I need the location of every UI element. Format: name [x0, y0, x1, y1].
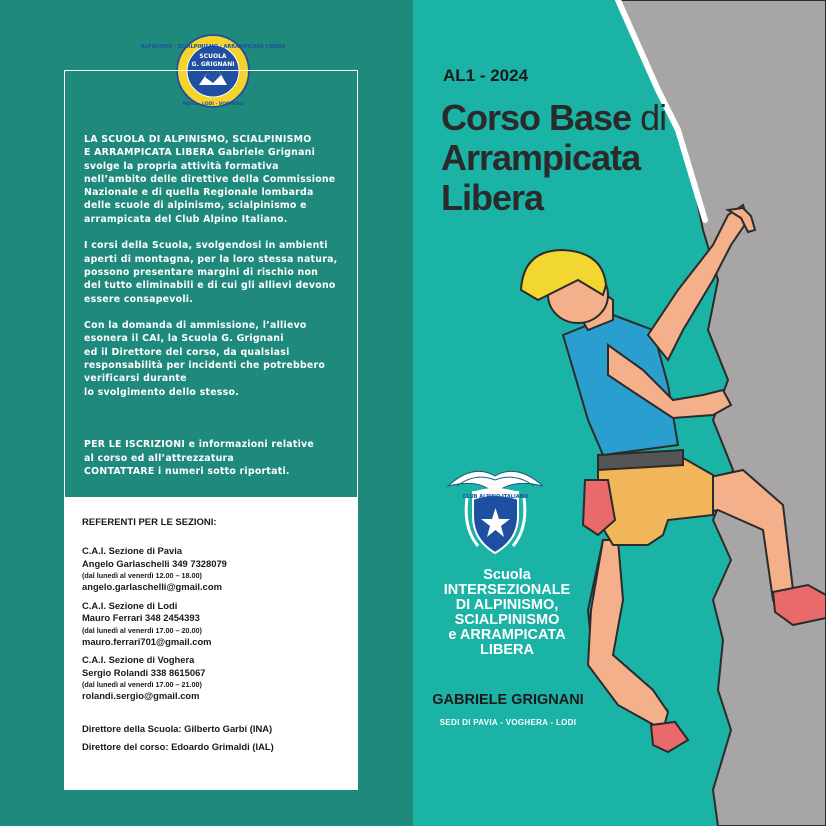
- course-director: Direttore del corso: Edoardo Grimaldi (IAL): [82, 741, 274, 752]
- school-line: SCIALPINISMO: [454, 612, 560, 628]
- referent-contact: Angelo Garlaschelli 349 7328079: [82, 557, 227, 569]
- school-block: [432, 568, 582, 658]
- seal-bottom-text: PAVIA · LODI · VOGHERA: [182, 102, 244, 107]
- title-line-3: Libera: [441, 177, 544, 218]
- seal-center-top: SCUOLA: [199, 53, 227, 60]
- cai-logo-text: CLUB ALPINO ITALIANO: [462, 494, 529, 500]
- referents-list: [82, 517, 352, 754]
- referent-pavia: [82, 545, 352, 594]
- title-line-2: Arrampicata: [441, 137, 641, 178]
- school-line: DI ALPINISMO,: [455, 597, 559, 613]
- intro-paragraph-2: I corsi della Scuola, svolgendosi in ambienti aperti di montagna, per la loro stessa natura, possono presentare margini di rischio non del tutto eliminabili e di cui gli allievi devono essere consapevoli.: [84, 240, 338, 305]
- seal-ring-text: ALPINISMO · SCIALPINISMO · ARRAMPICATA LIBERA: [140, 44, 286, 50]
- school-name: GABRIELE GRIGNANI: [432, 692, 584, 708]
- referent-lodi: [82, 600, 352, 649]
- school-line: INTERSEZIONALE: [443, 582, 571, 598]
- school-line: e ARRAMPICATA: [448, 627, 566, 643]
- locations-label: SEDI DI PAVIA - VOGHERA - LODI: [439, 718, 577, 727]
- referent-email[interactable]: mauro.ferrari701@gmail.com: [82, 635, 212, 647]
- title-line-1: Corso Base: [441, 97, 632, 138]
- title-line-1-suffix: di: [631, 97, 667, 138]
- referent-hours: (dal lunedì al venerdì 12.00 – 18.00): [82, 571, 202, 580]
- intro-paragraph-4: PER LE ISCRIZIONI e informazioni relative al corso ed all’attrezzatura CONTATTARE i numeri sotto riportati.: [84, 439, 315, 477]
- referent-hours: (dal lunedì al venerdì 17.00 – 21.00): [82, 680, 202, 689]
- referent-contact: Mauro Ferrari 348 2454393: [82, 612, 200, 623]
- school-line: Scuola: [483, 567, 531, 583]
- referents-heading: REFERENTI PER LE SEZIONI:: [82, 517, 217, 528]
- seal-center-name: G. GRIGNANI: [191, 61, 235, 68]
- referent-section: C.A.I. Sezione di Voghera: [82, 654, 195, 665]
- referent-email[interactable]: rolandi.sergio@gmail.com: [82, 690, 200, 701]
- referent-email[interactable]: angelo.garlaschelli@gmail.com: [82, 581, 222, 592]
- intro-text: [84, 133, 349, 491]
- cai-eagle-star-icon: [443, 458, 548, 558]
- referent-section: C.A.I. Sezione di Lodi: [82, 599, 178, 611]
- school-line: LIBERA: [480, 642, 534, 658]
- school-director: Direttore della Scuola: Gilberto Garbi (INA): [82, 722, 273, 734]
- referent-contact: Sergio Rolandi 338 8615067: [82, 666, 206, 678]
- edition-label: AL1 - 2024: [443, 66, 529, 85]
- intro-paragraph-3: Con la domanda di ammissione, l’allievo esonera il CAI, la Scuola G. Grignani ed il Direttore del corso, da qualsiasi responsabilità per incidenti che potrebbero verificarsi durante lo svolgimento dello stesso.: [84, 320, 326, 398]
- cover-title: [441, 98, 666, 218]
- referent-voghera: [82, 654, 352, 703]
- referent-section: C.A.I. Sezione di Pavia: [82, 545, 183, 556]
- intro-paragraph-1: LA SCUOLA DI ALPINISMO, SCIALPINISMO E ARRAMPICATA LIBERA Gabriele Grignani svolge la propria attività formativa nell’ambito delle direttive della Commissione Nazionale e di quella Regionale lombarda delle scuole di alpinismo, scialpinismo e arrampicata del Club Alpino Italiano.: [84, 134, 336, 225]
- referent-hours: (dal lunedì al venerdì 17.00 – 20.00): [82, 625, 202, 635]
